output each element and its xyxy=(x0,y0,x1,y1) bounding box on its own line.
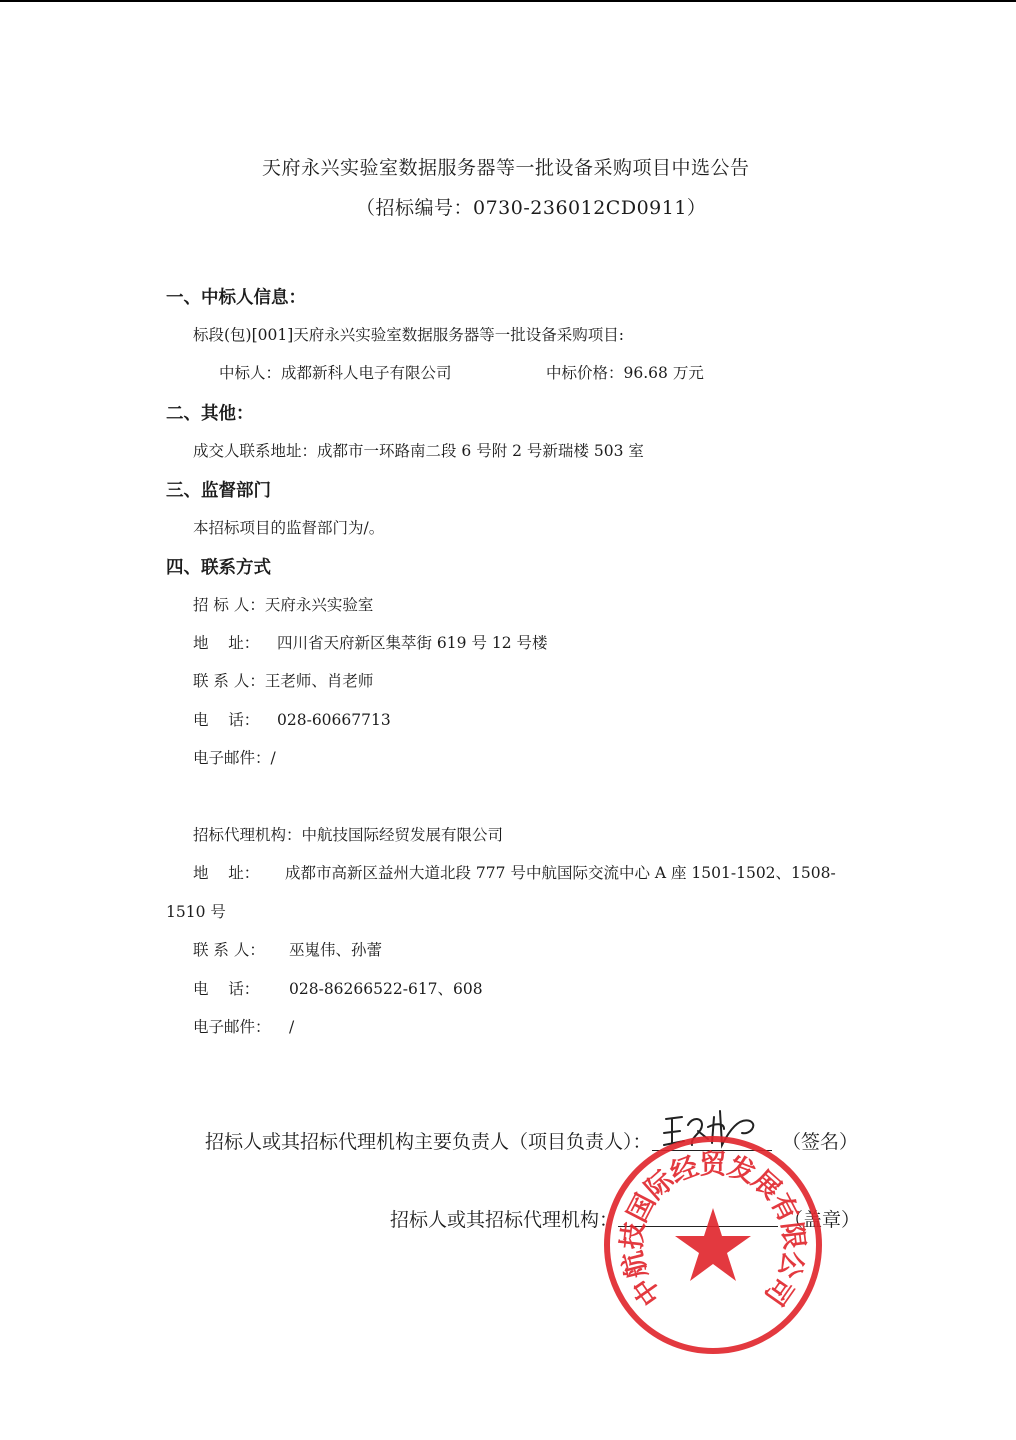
seal-char: 展 xyxy=(745,1164,787,1206)
section-4-heading: 四、联系方式 xyxy=(166,558,271,578)
tenderer-contact: 王老师、肖老师 xyxy=(264,672,374,690)
page-top-border xyxy=(0,0,1016,2)
agency-address-row xyxy=(193,861,836,883)
seal-char: 司 xyxy=(758,1270,799,1311)
agency-email: / xyxy=(289,1018,295,1036)
seal-char: 国 xyxy=(622,1188,662,1228)
tenderer-email-row xyxy=(193,746,276,768)
agency-address-line-1: 成都市高新区益州大道北段 777 号中航国际交流中心 A 座 1501-1502、1508- xyxy=(285,864,836,882)
agency-name: 中航技国际经贸发展有限公司 xyxy=(301,826,504,844)
seal-char: 贸 xyxy=(699,1149,727,1181)
tenderer-name-row xyxy=(193,593,373,615)
tenderer-contact-label: 联 系 人： xyxy=(193,672,265,690)
tenderer-name: 天府永兴实验室 xyxy=(264,596,374,614)
deal-address-line: 成交人联系地址：成都市一环路南二段 6 号附 2 号新瑞楼 503 室 xyxy=(193,442,644,460)
tenderer-name-label: 招 标 人： xyxy=(193,596,265,614)
agency-email-label: 电子邮件： xyxy=(193,1018,271,1036)
tenderer-address: 四川省天府新区集萃街 619 号 12 号楼 xyxy=(277,634,548,652)
company-seal xyxy=(600,1132,826,1358)
tenderer-address-label: 地 址： xyxy=(193,634,260,652)
tenderer-phone-label: 电 话： xyxy=(193,711,260,729)
seal-statement: 招标人或其招标代理机构： xyxy=(390,1209,619,1231)
winner-name: 成都新科人电子有限公司 xyxy=(281,364,452,382)
seal-char: 际 xyxy=(639,1164,681,1206)
tenderer-contact-row xyxy=(193,669,373,691)
price-label: 中标价格： xyxy=(546,364,624,382)
section-2-heading: 二、其他： xyxy=(166,404,254,424)
agency-contact-label: 联 系 人： xyxy=(193,941,265,959)
tenderer-phone-row xyxy=(193,708,391,730)
seal-char: 中 xyxy=(627,1270,668,1311)
signature-suffix: （签名） xyxy=(782,1131,859,1153)
seal-star xyxy=(675,1208,751,1281)
seal-char: 有 xyxy=(764,1188,804,1228)
signature-statement: 招标人或其招标代理机构主要负责人（项目负责人）： xyxy=(205,1131,652,1153)
agency-address-line-2: 1510 号 xyxy=(166,903,226,921)
tenderer-address-row xyxy=(193,631,548,653)
agency-name-label: 招标代理机构： xyxy=(193,826,302,844)
package-line: 标段(包)[001]天府永兴实验室数据服务器等一批设备采购项目: xyxy=(193,326,624,344)
seal-char: 航 xyxy=(617,1247,654,1282)
seal-char: 经 xyxy=(666,1150,703,1190)
section-3-heading: 三、监督部门 xyxy=(166,481,271,501)
tenderer-email-label: 电子邮件： xyxy=(193,749,271,767)
agency-phone-row xyxy=(193,977,483,999)
price-line xyxy=(546,361,704,383)
seal-char: 技 xyxy=(616,1220,651,1251)
agency-phone-label: 电 话： xyxy=(193,980,260,998)
agency-address-label: 地 址： xyxy=(193,864,260,882)
supervision-line: 本招标项目的监督部门为/。 xyxy=(193,519,385,537)
seal-suffix: （盖章） xyxy=(784,1209,861,1231)
agency-contact: 巫嵬伟、孙蕾 xyxy=(289,941,383,959)
tenderer-phone: 028-60667713 xyxy=(277,711,391,729)
agency-name-row xyxy=(193,823,503,845)
price-value: 96.68 万元 xyxy=(623,364,704,382)
winner-label: 中标人： xyxy=(219,364,282,382)
agency-phone: 028-86266522-617、608 xyxy=(289,980,483,998)
bid-number: （招标编号：0730-236012CD0911） xyxy=(356,197,707,219)
agency-contact-row xyxy=(193,938,382,960)
section-1-heading: 一、中标人信息： xyxy=(166,288,306,308)
seal-char: 发 xyxy=(723,1150,760,1190)
agency-email-row xyxy=(193,1015,294,1037)
tenderer-email: / xyxy=(270,749,276,767)
seal-char: 限 xyxy=(775,1220,810,1251)
document-title: 天府永兴实验室数据服务器等一批设备采购项目中选公告 xyxy=(262,157,750,179)
winner-line xyxy=(219,361,452,383)
seal-char: 公 xyxy=(772,1247,809,1282)
